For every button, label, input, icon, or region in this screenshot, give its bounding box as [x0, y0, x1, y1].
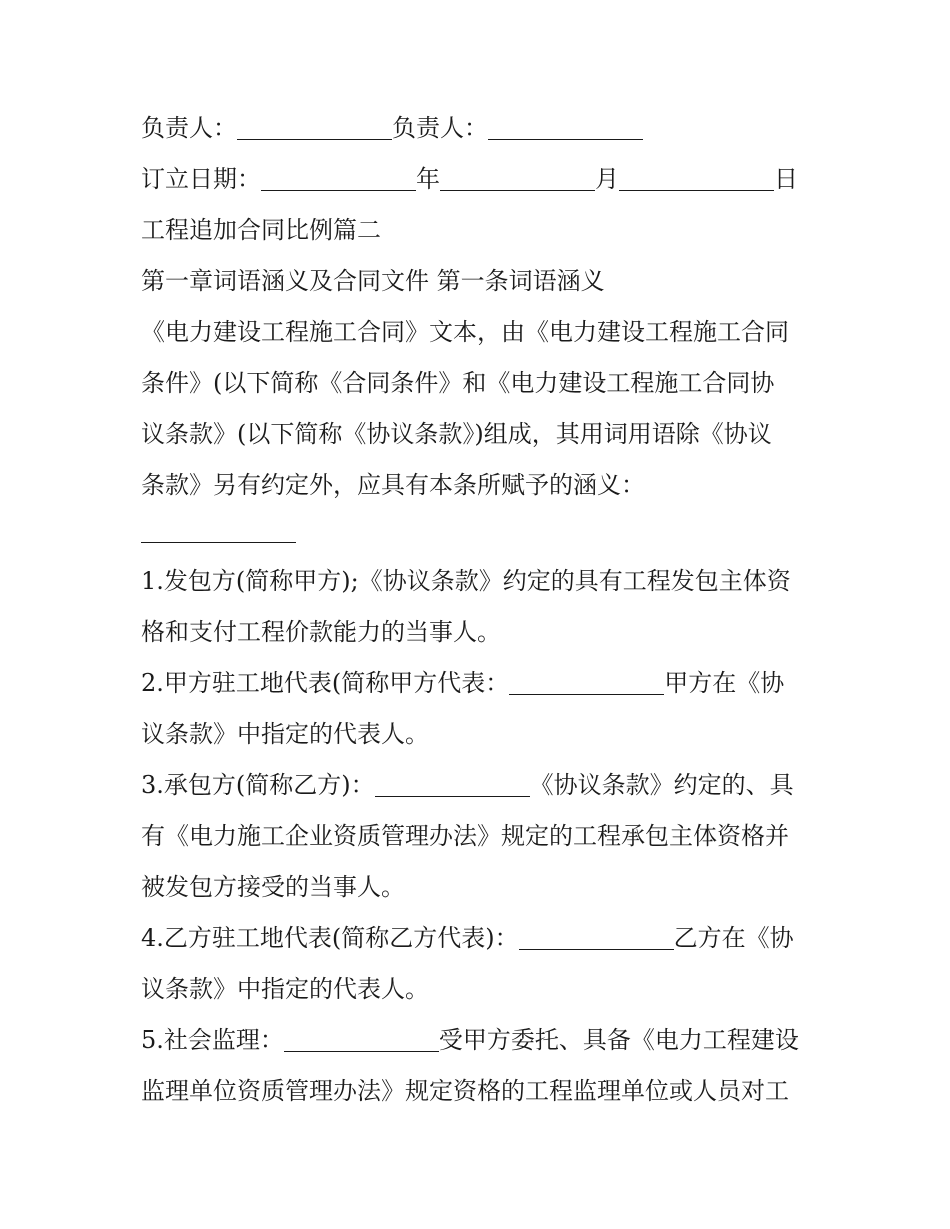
standalone-blank[interactable]	[141, 520, 296, 543]
supervisor-blank[interactable]	[284, 1029, 439, 1052]
paragraph-line: 议条款》(以下简称《协议条款》)组成，其用词用语除《协议	[141, 420, 772, 448]
clause-3-line	[141, 768, 794, 802]
principal-label-b: 负责人：	[392, 114, 488, 142]
signing-date-line	[141, 162, 798, 196]
clause-3-label: 3.承包方(简称乙方)：	[141, 771, 375, 799]
standalone-blank-line	[141, 514, 296, 548]
clause-5-line	[141, 1023, 799, 1057]
year-blank[interactable]	[261, 168, 416, 191]
year-label: 年	[416, 165, 440, 193]
clause-5-label: 5.社会监理：	[141, 1026, 284, 1054]
party-b-blank[interactable]	[375, 774, 530, 797]
paragraph-line: 《电力建设工程施工合同》文本，由《电力建设工程施工合同	[141, 318, 789, 346]
clause-4-label: 4.乙方驻工地代表(简称乙方代表)：	[141, 924, 519, 952]
clause-4-text: 乙方在《协	[673, 924, 794, 952]
principal-blank-b[interactable]	[488, 117, 643, 140]
clause-4-line: 议条款》中指定的代表人。	[141, 975, 429, 1003]
clause-2-label: 2.甲方驻工地代表(简称甲方代表：	[141, 669, 510, 697]
clause-3-text: 《协议条款》约定的、具	[529, 771, 794, 799]
clause-4-line	[141, 921, 794, 955]
clause-1-line: 1.发包方(简称甲方);《协议条款》约定的具有工程发包主体资	[141, 567, 791, 595]
party-a-rep-blank[interactable]	[509, 672, 664, 695]
clause-2-line: 议条款》中指定的代表人。	[141, 720, 429, 748]
clause-5-text: 受甲方委托、具备《电力工程建设	[438, 1026, 799, 1054]
clause-2-line	[141, 666, 784, 700]
day-blank[interactable]	[619, 168, 774, 191]
day-label: 日	[774, 165, 798, 193]
paragraph-line: 条件》(以下简称《合同条件》和《电力建设工程施工合同协	[141, 369, 775, 397]
clause-2-text: 甲方在《协	[664, 669, 785, 697]
clause-3-line: 有《电力施工企业资质管理办法》规定的工程承包主体资格并	[141, 822, 789, 850]
clause-3-line: 被发包方接受的当事人。	[141, 873, 405, 901]
party-b-rep-blank[interactable]	[519, 927, 674, 950]
chapter-heading: 第一章词语涵义及合同文件 第一条词语涵义	[141, 267, 605, 295]
section-title: 工程追加合同比例篇二	[141, 216, 381, 244]
paragraph-line: 条款》另有约定外，应具有本条所赋予的涵义：	[141, 471, 645, 499]
principal-blank-a[interactable]	[237, 117, 392, 140]
signatory-line	[141, 111, 643, 145]
month-label: 月	[595, 165, 619, 193]
clause-1-line: 格和支付工程价款能力的当事人。	[141, 618, 501, 646]
principal-label-a: 负责人：	[141, 114, 237, 142]
month-blank[interactable]	[440, 168, 595, 191]
clause-5-line: 监理单位资质管理办法》规定资格的工程监理单位或人员对工	[141, 1077, 789, 1105]
date-label: 订立日期：	[141, 165, 261, 193]
